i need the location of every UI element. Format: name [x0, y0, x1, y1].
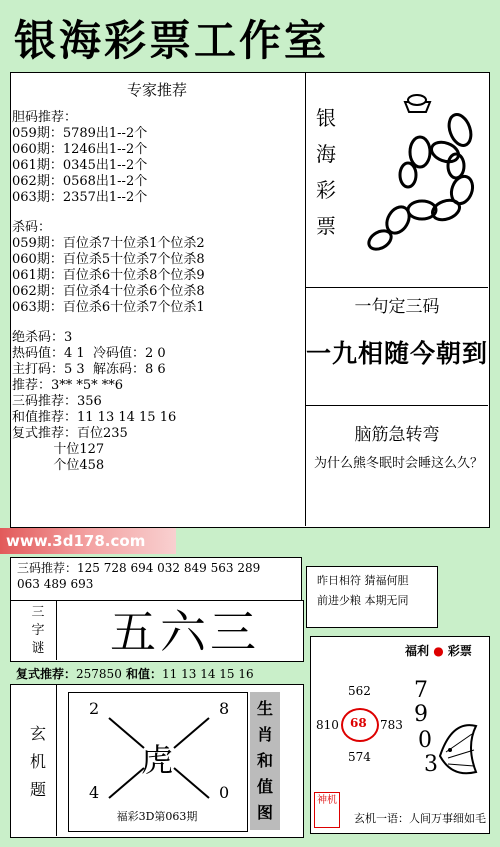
- side-char: 海: [316, 142, 336, 166]
- corner-num: 0: [219, 783, 230, 802]
- divider: [56, 684, 57, 836]
- misc-line: 主打码：5 3 解冻码：8 6: [12, 362, 166, 377]
- logo-text-a: 福利: [405, 644, 430, 658]
- xuanji-char: 机: [29, 752, 46, 771]
- fuli-num-center: 68: [350, 716, 367, 730]
- expert-heading: 专家推荐: [126, 81, 187, 99]
- shengxiao-char: 图: [256, 803, 273, 822]
- dan-title: 胆码推荐：: [12, 110, 78, 125]
- divider: [305, 287, 488, 288]
- issue-caption: 福彩3D第063期: [116, 810, 198, 823]
- misc-line: 复式推荐：百位235: [12, 426, 128, 441]
- sanzimi-char: 谜: [31, 641, 45, 656]
- riddle-box: [306, 566, 438, 628]
- fushi-value: 257850: [76, 667, 122, 681]
- xuanji-label: [28, 720, 48, 804]
- sha-line: 062期：百位杀4十位杀6个位杀8: [12, 284, 205, 299]
- watermark-url: www.3d178.com: [0, 528, 176, 554]
- fuli-motto: 玄机一语：人间万事细如毛: [354, 812, 486, 825]
- fuli-logo: [405, 642, 472, 659]
- shengxiao-label: [250, 692, 280, 830]
- sanma-line: 三码推荐：125 728 694 032 849 563 289: [17, 561, 261, 575]
- center-char: 虎: [141, 741, 174, 779]
- misc-line: 个位458: [12, 458, 105, 473]
- title-banner: [0, 0, 372, 70]
- fuli-vert-num: 9: [414, 702, 428, 727]
- fuli-num-right: 783: [380, 718, 403, 732]
- corner-num: 8: [219, 699, 230, 718]
- sha-line: 063期：百位杀6十位杀7个位杀1: [12, 300, 205, 315]
- riddle-line: 昨日相符 猜福何胆: [317, 574, 409, 587]
- coin-chain-illustration: [350, 90, 480, 260]
- logo-mark-icon: ●: [433, 644, 444, 658]
- side-char: 银: [316, 106, 336, 130]
- sha-line: 059期：百位杀7十位杀1个位杀2: [12, 236, 205, 251]
- riddle-line: 前进少粮 本期无同: [317, 594, 409, 607]
- shengxiao-char: 肖: [256, 725, 273, 744]
- seal-stamp: 神机: [314, 792, 340, 828]
- fuli-num-bottom: 574: [348, 750, 371, 764]
- fuli-num-left: 810: [316, 718, 339, 732]
- sanma-line: 063 489 693: [17, 577, 94, 591]
- misc-line: 十位127: [12, 442, 105, 457]
- naojin-question: 为什么熊冬眠时会睡这么久？: [314, 456, 484, 471]
- side-char: 票: [316, 214, 336, 238]
- logo-text-b: 彩票: [447, 644, 472, 658]
- fuli-vert-num: 0: [418, 728, 432, 753]
- sanzimi-label: [28, 604, 48, 658]
- fushi-line: [10, 664, 302, 684]
- dan-line: 061期：0345出1--2个: [12, 158, 148, 173]
- sha-title: 杀码：: [12, 220, 52, 235]
- misc-line: 三码推荐：356: [12, 394, 102, 409]
- dan-line: 063期：2357出1--2个: [12, 190, 148, 205]
- hezhi-value: 11 13 14 15 16: [162, 667, 254, 681]
- xuanji-char: 题: [29, 780, 46, 799]
- xuanji-char: 玄: [29, 724, 46, 743]
- hezhi-label: 和值：: [126, 667, 163, 681]
- fuli-num-top: 562: [348, 684, 371, 698]
- misc-line: 推荐：3** *5* **6: [12, 378, 124, 393]
- fish-icon: [432, 716, 482, 782]
- divider: [56, 600, 57, 660]
- misc-line: 和值推荐：11 13 14 15 16: [12, 410, 177, 425]
- side-char: 彩: [316, 178, 336, 202]
- shengxiao-char: 和: [256, 751, 273, 770]
- misc-line: 绝杀码：3: [12, 330, 73, 345]
- yiju-title: 一句定三码: [354, 297, 440, 317]
- page-title: 银海彩票工作室: [14, 16, 330, 65]
- misc-line: 热码值：4 1 冷码值：2 0: [12, 346, 166, 361]
- fuli-vert-num: 3: [424, 752, 438, 777]
- dan-line: 060期：1246出1--2个: [12, 142, 148, 157]
- yiju-text: 一九相随今朝到: [306, 339, 489, 368]
- divider: [305, 405, 488, 406]
- side-title: [316, 100, 340, 244]
- expert-panel: [12, 82, 302, 522]
- corner-num: 4: [89, 783, 100, 802]
- dan-line: 059期：5789出1--2个: [12, 126, 148, 141]
- sha-line: 061期：百位杀6十位杀8个位杀9: [12, 268, 205, 283]
- fuli-vert-num: 7: [414, 678, 428, 703]
- sanzimi-char: 字: [31, 623, 45, 638]
- sha-line: 060期：百位杀5十位杀7个位杀8: [12, 252, 205, 267]
- naojin-title: 脑筋急转弯: [354, 425, 440, 445]
- sanzimi-answer: 五六三: [110, 605, 260, 659]
- shengxiao-char: 生: [256, 699, 273, 718]
- corner-num: 2: [89, 699, 100, 718]
- shengxiao-char: 值: [256, 777, 273, 796]
- sanzimi-char: 三: [31, 605, 45, 620]
- dan-line: 062期：0568出1--2个: [12, 174, 148, 189]
- fushi-label: 复式推荐：: [16, 667, 77, 681]
